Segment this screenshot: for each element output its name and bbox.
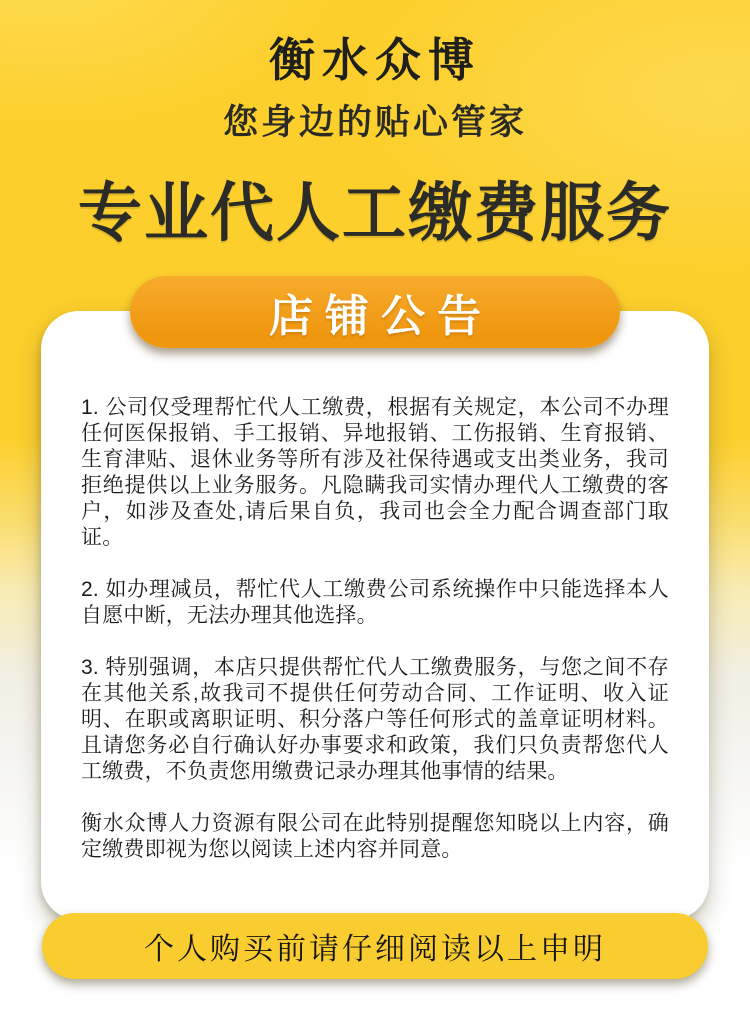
brand-title: 衡水众博: [269, 34, 481, 86]
main-headline: 专业代人工缴费服务: [78, 177, 672, 249]
announcement-badge-label: 店铺公告: [269, 292, 493, 341]
notice-card: [41, 311, 709, 920]
footer-notice-banner-label: 个人购买前请仔细阅读以上申明: [144, 933, 606, 966]
notice-paragraph-1: 1. 公司仅受理帮忙代人工缴费，根据有关规定，本公司不办理任何医保报销、手工报销、异地报销、工伤报销、生育报销、生育津贴、退休业务等所有涉及社保待遇或支出类业务，我司拒绝提供以上业务服务。凡隐瞒我司实情办理代人工缴费的客户，如涉及查处,请后果自负，我司也会全力配合调查部门取证。: [81, 396, 669, 549]
announcement-badge: [130, 276, 620, 348]
brand-tagline: 您身边的贴心管家: [222, 103, 527, 142]
notice-paragraph-4: 衡水众博人力资源有限公司在此特别提醒您知晓以上内容，确定缴费即视为您以阅读上述内容并同意。: [81, 812, 669, 861]
footer-notice-banner: [42, 913, 708, 979]
notice-paragraph-3: 3. 特别强调，本店只提供帮忙代人工缴费服务，与您之间不存在其他关系,故我司不提供任何劳动合同、工作证明、收入证明、在职或离职证明、积分落户等任何形式的盖章证明材料。且请您务必自行确认好办事要求和政策，我们只负责帮您代人工缴费，不负责您用缴费记录办理其他事情的结果。: [81, 656, 669, 783]
notice-paragraph-2: 2. 如办理减员，帮忙代人工缴费公司系统操作中只能选择本人自愿中断，无法办理其他选择。: [81, 578, 669, 627]
